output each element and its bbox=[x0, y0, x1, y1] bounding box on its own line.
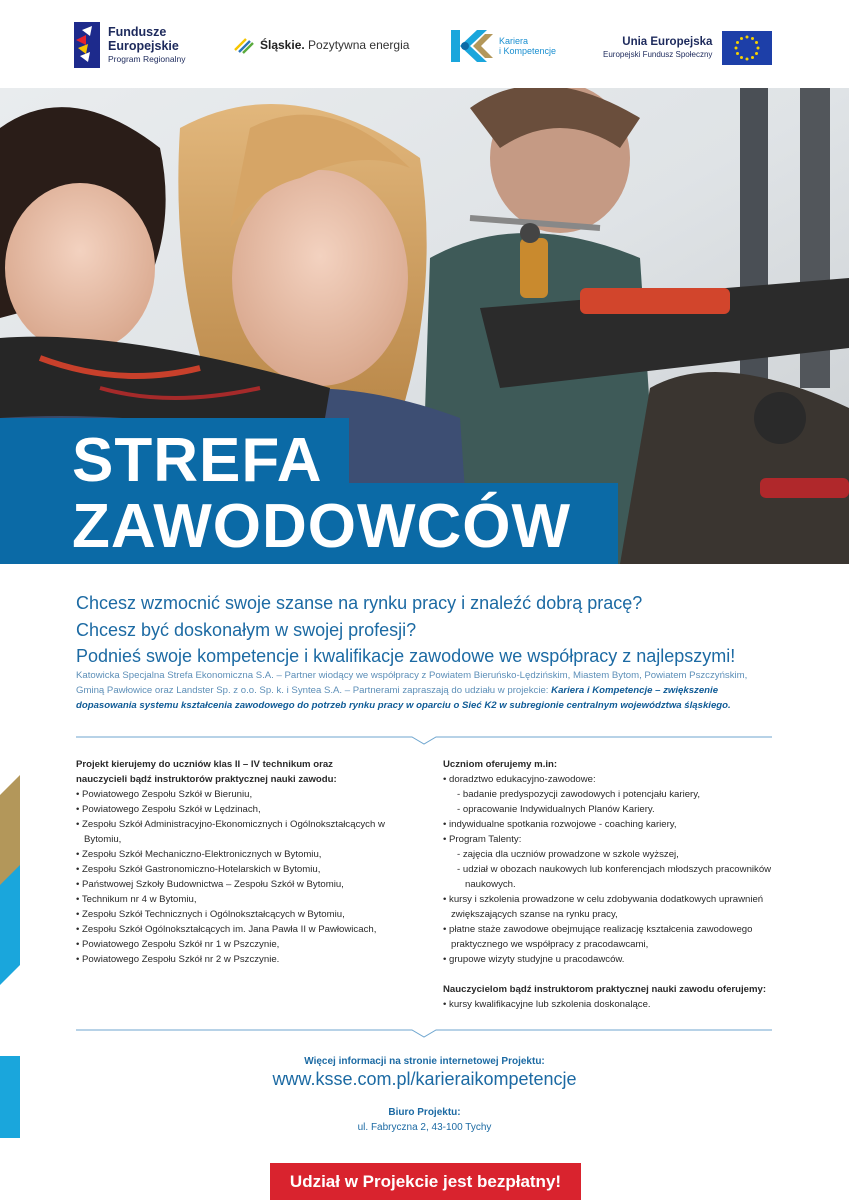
title-line2: ZAWODOWCÓW bbox=[72, 492, 572, 561]
right-heading: Uczniom oferujemy m.in: bbox=[443, 759, 558, 770]
office-address: ul. Fabryczna 2, 43-100 Tychy bbox=[357, 1122, 492, 1133]
ue-line2: Europejski Fundusz Społeczny bbox=[603, 50, 713, 60]
unia-europejska-logo bbox=[603, 31, 772, 65]
left-heading-line1: Projekt kierujemy do uczniów klas II – IV technikum oraz bbox=[76, 759, 333, 770]
questions-block bbox=[76, 590, 796, 670]
school-item: • Zespołu Szkół Mechaniczno-Elektronicznych w Bytomiu, bbox=[76, 847, 416, 862]
kk-line2: i Kompetencje bbox=[499, 46, 557, 56]
target-schools-column bbox=[76, 757, 416, 967]
intro-paragraph bbox=[76, 668, 776, 713]
office-heading: Biuro Projektu: bbox=[388, 1107, 461, 1118]
hero-banner bbox=[0, 88, 849, 564]
offer-item: • grupowe wizyty studyjne u pracodawców. bbox=[443, 952, 788, 967]
fundusze-europejskie-emblem-icon bbox=[74, 22, 100, 68]
intro-project-name: Kariera i Kompetencje – zwiększenie dopasowania systemu kształcenia zawodowego do potrzeb rynku pracy w oparciu o Sieć K2 w subregionie centralnym województwa śląskiego. bbox=[76, 685, 731, 711]
side-accent-upper bbox=[0, 775, 20, 990]
title-line1: STREFA bbox=[72, 426, 323, 495]
school-item: • Powiatowego Zespołu Szkół w Lędzinach, bbox=[76, 802, 416, 817]
school-item: • Technikum nr 4 w Bytomiu, bbox=[76, 892, 416, 907]
question-1: Chcesz wzmocnić swoje szanse na rynku pracy i znaleźć dobrą pracę? bbox=[76, 593, 643, 613]
question-3: Podnieś swoje kompetencje i kwalifikacje zawodowe we współpracy z najlepszymi! bbox=[76, 646, 736, 666]
kk-line1: Kariera bbox=[499, 35, 529, 46]
offer-subitem: - opracowanie Indywidualnych Planów Kariery. bbox=[443, 802, 788, 817]
kariera-kompetencje-logo bbox=[451, 28, 556, 64]
question-2: Chcesz być doskonałym w swojej profesji? bbox=[76, 619, 417, 640]
offer-item: • Program Talenty: bbox=[443, 832, 788, 847]
school-item: • Powiatowego Zespołu Szkół nr 1 w Pszczynie, bbox=[76, 937, 416, 952]
free-participation-banner: Udział w Projekcie jest bezpłatny! bbox=[270, 1163, 581, 1200]
offer-column bbox=[443, 757, 788, 1012]
teachers-offer-item: • kursy kwalifikacyjne lub szkolenia doskonalące. bbox=[443, 997, 788, 1012]
fe-line1: Fundusze bbox=[108, 25, 167, 40]
eu-flag-icon bbox=[722, 31, 772, 65]
school-item: • Powiatowego Zespołu Szkół nr 2 w Pszczynie. bbox=[76, 952, 416, 967]
more-info-label: Więcej informacji na stronie internetowej Projektu: bbox=[304, 1056, 545, 1067]
offer-item: • indywidualne spotkania rozwojowe - coaching kariery, bbox=[443, 817, 788, 832]
divider-top bbox=[76, 731, 772, 745]
slaskie-text bbox=[260, 38, 409, 52]
school-item: • Powiatowego Zespołu Szkół w Bieruniu, bbox=[76, 787, 416, 802]
offer-item: • płatne staże zawodowe obejmujące realizację kształcenia zawodowego praktycznego we współpracy z pracodawcami, bbox=[443, 922, 788, 952]
school-item: • Zespołu Szkół Gastronomiczno-Hotelarskich w Bytomiu, bbox=[76, 862, 416, 877]
offer-item: • doradztwo edukacyjno-zawodowe: bbox=[443, 772, 788, 787]
teachers-heading: Nauczycielom bądź instruktorom praktycznej nauki zawodu oferujemy: bbox=[443, 984, 767, 995]
kk-emblem-icon bbox=[451, 28, 493, 64]
school-item: • Zespołu Szkół Technicznych i Ogólnokształcących w Bytomiu, bbox=[76, 907, 416, 922]
divider-bottom bbox=[76, 1024, 772, 1038]
slaskie-stripes-icon bbox=[234, 36, 254, 54]
slaskie-slogan: Pozytywna energia bbox=[308, 38, 410, 52]
logo-strip bbox=[0, 0, 849, 88]
offer-item: • kursy i szkolenia prowadzone w celu zdobywania dodatkowych uprawnień zwiększających szanse na rynku pracy, bbox=[443, 892, 788, 922]
left-heading-line2: nauczycieli bądź instruktorów praktycznej nauki zawodu: bbox=[76, 774, 337, 785]
offer-subitem: - zajęcia dla uczniów prowadzone w szkole wyższej, bbox=[443, 847, 788, 862]
slaskie-brand: Śląskie. bbox=[260, 38, 305, 52]
school-item: • Zespołu Szkół Ogólnokształcących im. Jana Pawła II w Pawłowicach, bbox=[76, 922, 416, 937]
spacer bbox=[443, 967, 788, 982]
ue-line1: Unia Europejska bbox=[622, 36, 713, 49]
project-website-link[interactable]: www.ksse.com.pl/karieraikompetencje bbox=[272, 1069, 577, 1089]
offer-subitem: - udział w obozach naukowych lub konferencjach młodszych pracowników naukowych. bbox=[443, 862, 788, 892]
intro-text: Katowicka Specjalna Strefa Ekonomiczna S.A. – Partner wiodący we współpracy z Powiatem Bieruńsko-Lędzińskim, Miastem Bytom, Powiatem Pszczyńskim, Gminą Pawłowice oraz Landster Sp. z o.o. Sp. k. i Syntea S.A. – Partnerami zapraszają do udziału w projekcie: bbox=[76, 670, 748, 696]
school-item: • Państwowej Szkoły Budownictwa – Zespołu Szkół w Bytomiu, bbox=[76, 877, 416, 892]
fe-line2: Europejskie bbox=[108, 38, 179, 53]
fundusze-europejskie-logo bbox=[74, 22, 185, 68]
slaskie-logo bbox=[234, 36, 409, 54]
offer-subitem: - badanie predyspozycji zawodowych i potencjału kariery, bbox=[443, 787, 788, 802]
school-item: • Zespołu Szkół Administracyjno-Ekonomicznych i Ogólnokształcących w Bytomiu, bbox=[76, 817, 416, 847]
fe-line3: Program Regionalny bbox=[108, 53, 186, 64]
